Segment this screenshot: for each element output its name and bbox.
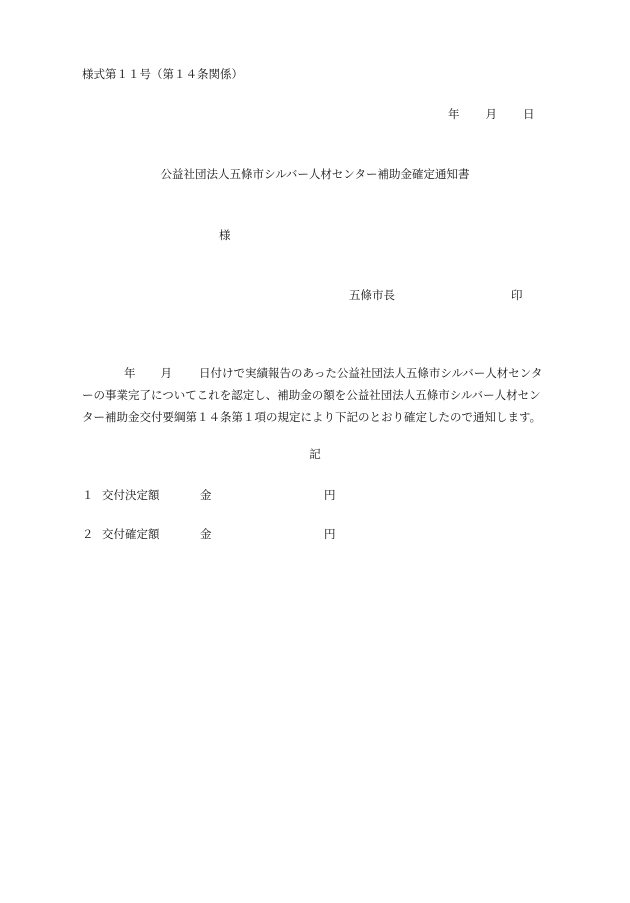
date-year: 年	[448, 107, 460, 121]
item-suffix: 円	[324, 527, 336, 541]
date-month: 月	[485, 107, 497, 121]
item-row	[82, 526, 336, 542]
body-line-2: ーの事業完了についてこれを認定し、補助金の額を公益社団法人五條市シルバー人材セン	[82, 388, 541, 402]
item-prefix: 金	[200, 527, 212, 541]
date-line	[448, 106, 535, 122]
form-number: 様式第１１号（第１４条関係）	[82, 67, 243, 81]
item-row	[82, 487, 336, 503]
item-prefix: 金	[200, 488, 212, 502]
body-year: 年	[124, 366, 136, 380]
body-line-3: ター補助金交付要綱第１４条第１項の規定により下記のとおり確定したので通知します。	[82, 410, 542, 424]
item-label: 交付確定額	[102, 527, 160, 541]
issuer-name: 五條市長	[349, 288, 395, 302]
body-line-1-text: 日付けで実績報告のあった公益社団法人五條市シルバー人材センタ	[199, 366, 543, 380]
notice-body	[82, 362, 552, 428]
ki-heading: 記	[309, 447, 321, 461]
item-label: 交付決定額	[102, 488, 160, 502]
body-line-1	[82, 362, 552, 384]
item-number: ２	[82, 527, 94, 541]
body-month: 月	[160, 366, 172, 380]
item-number: １	[82, 488, 94, 502]
addressee-suffix: 様	[219, 228, 231, 242]
date-day: 日	[523, 107, 535, 121]
item-suffix: 円	[324, 488, 336, 502]
document-title: 公益社団法人五條市シルバー人材センター補助金確定通知書	[160, 167, 470, 181]
seal-mark: 印	[511, 288, 523, 302]
